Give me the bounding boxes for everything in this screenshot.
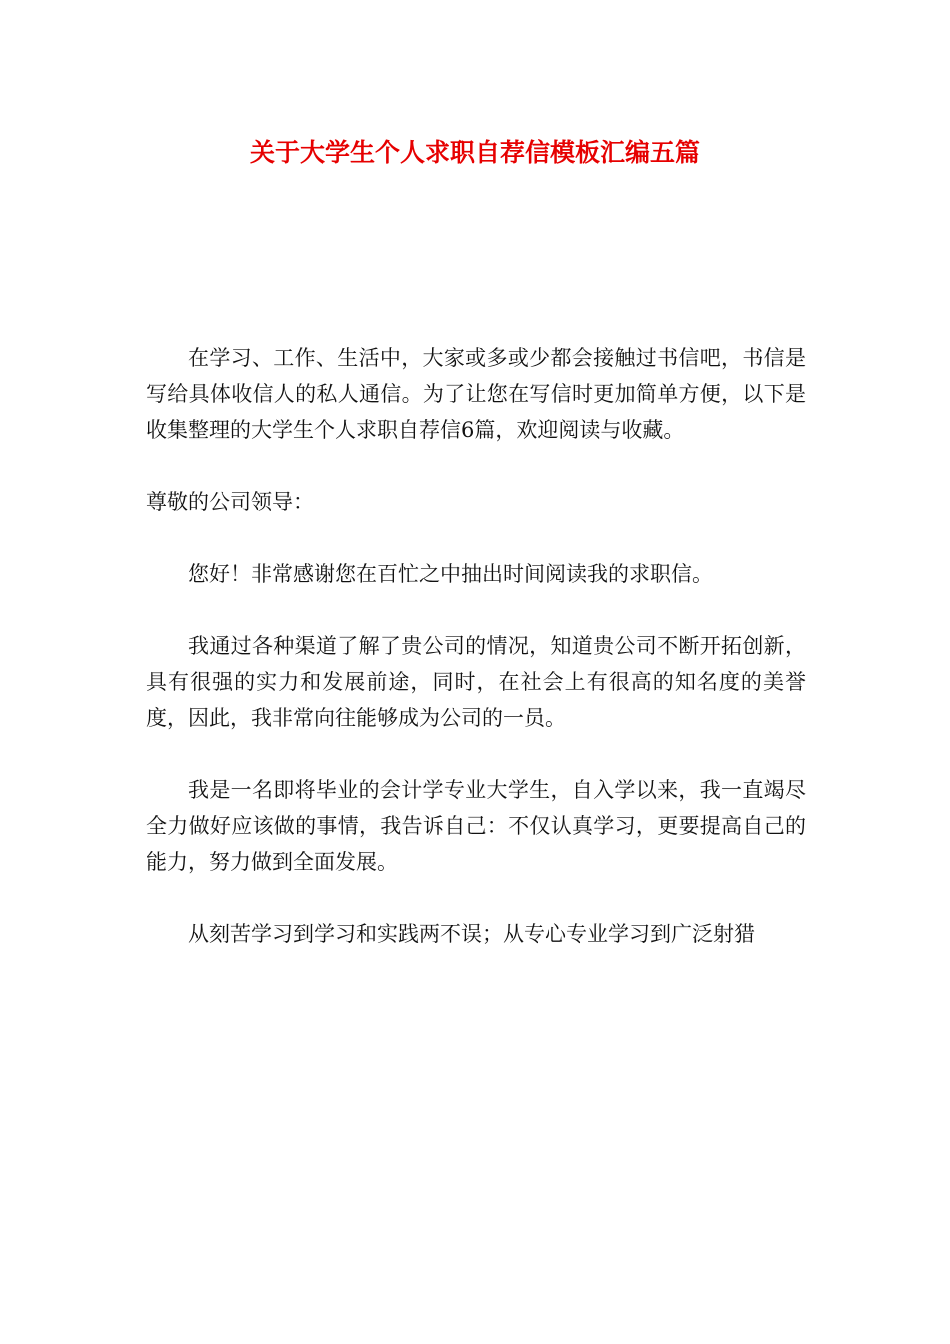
paragraph-study: 从刻苦学习到学习和实践两不误；从专心专业学习到广泛射猎: [188, 922, 755, 946]
document-body: [146, 322, 806, 970]
paragraph-salutation: 尊敬的公司领导：: [146, 490, 314, 514]
document-title: 关于大学生个人求职自荐信模板汇编五篇: [249, 138, 700, 167]
paragraph-company: 我通过各种渠道了解了贵公司的情况，知道贵公司不断开拓创新，具有很强的实力和发展前途，同时，在社会上有很高的知名度的美誉度，因此，我非常向往能够成为公司的一员。: [146, 634, 806, 730]
paragraph-greeting: 您好！非常感谢您在百忙之中抽出时间阅读我的求职信。: [188, 562, 713, 586]
paragraph-self-intro: 我是一名即将毕业的会计学专业大学生，自入学以来，我一直竭尽全力做好应该做的事情，我告诉自己：不仅认真学习，更要提高自己的能力，努力做到全面发展。: [146, 778, 806, 874]
paragraph-intro: 在学习、工作、生活中，大家或多或少都会接触过书信吧，书信是写给具体收信人的私人通信。为了让您在写信时更加简单方便，以下是收集整理的大学生个人求职自荐信6篇，欢迎阅读与收藏。: [146, 346, 806, 442]
